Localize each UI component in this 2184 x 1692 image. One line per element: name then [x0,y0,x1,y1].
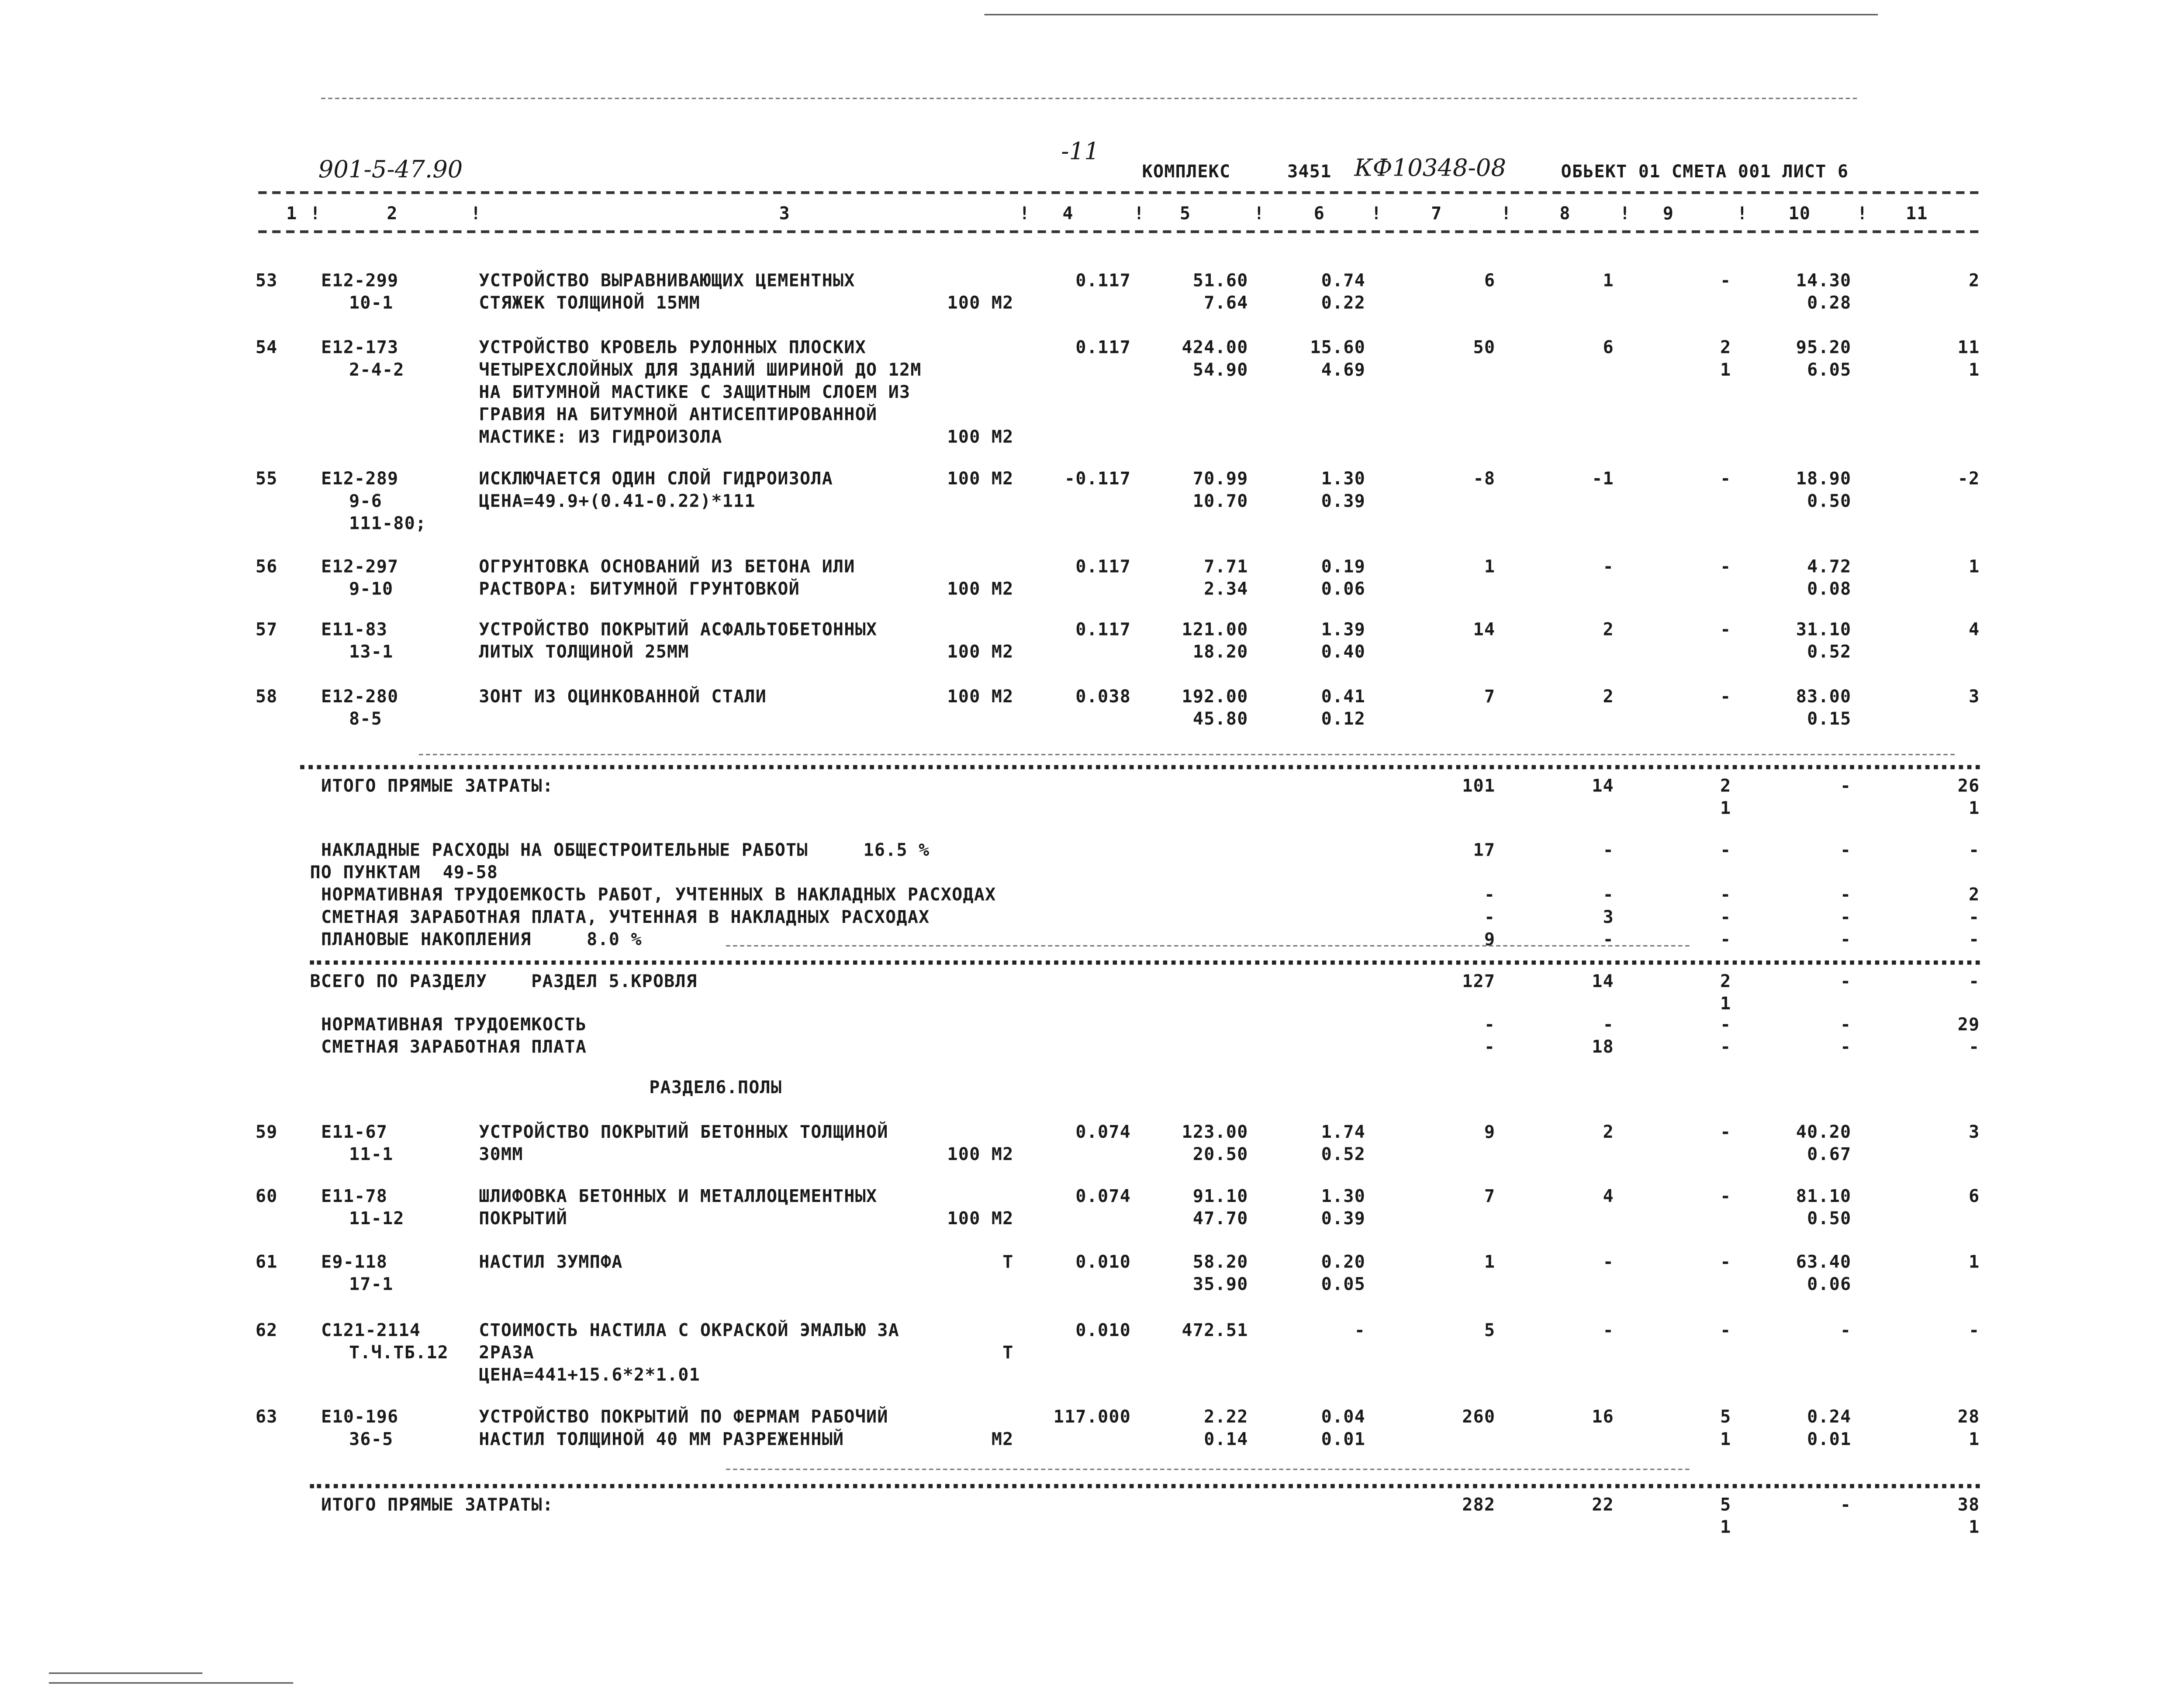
item-description: ЧЕТЫРЕХСЛОЙНЫХ ДЛЯ ЗДАНИЙ ШИРИНОЙ ДО 12М [479,359,922,380]
item-description: УСТРОЙСТВО ПОКРЫТИЙ АСФАЛЬТОБЕТОННЫХ [479,618,878,639]
item-description: НА БИТУМНОЙ МАСТИКЕ С ЗАЩИТНЫМ СЛОЕМ ИЗ [479,381,911,402]
unit-cost: 2.22 [1204,1405,1248,1427]
machine-cost: 1 [1720,1428,1731,1449]
summary-value: - [1840,906,1852,927]
unit-machines: 1.30 [1321,1185,1366,1206]
summary-value: - [1969,906,1980,927]
total-label: ИТОГО ПРЯМЫЕ ЗАТРАТЫ: [321,1494,554,1515]
labor-per-unit: 95.20 [1796,336,1852,358]
machine-cost: - [1720,467,1731,489]
unit-machines: 0.41 [1321,685,1366,707]
labor-total: 1 [1969,359,1980,380]
wages: - [1603,556,1614,577]
item-code: E11-67 [321,1121,388,1142]
total-cost: 7 [1484,1185,1496,1206]
wages: -1 [1592,467,1614,489]
labor-per-unit: 40.20 [1796,1121,1852,1142]
item-description: ШЛИФОВКА БЕТОННЫХ И МЕТАЛЛОЦЕМЕНТНЫХ [479,1185,878,1206]
wages: 2 [1603,618,1614,639]
summary-value: 9 [1484,928,1496,950]
item-quantity: 0.074 [1075,1121,1131,1142]
labor-total: 1 [1969,1428,1980,1449]
wages: 1 [1603,269,1614,290]
total-cost: 101 [1462,775,1496,796]
summary-value: - [1484,1013,1496,1035]
faint-scan-line [726,945,1690,946]
labor-total: 2 [1969,269,1980,290]
item-unit: 100 М2 [947,1207,1014,1229]
wages: 22 [1592,1494,1614,1515]
item-number: 56 [255,556,278,577]
unit-machines: 0.06 [1321,578,1366,599]
labor-total: 1 [1969,1250,1980,1272]
unit-cost: 35.90 [1192,1273,1248,1295]
unit-cost: 7.71 [1204,556,1248,577]
unit-machines: 0.39 [1321,490,1366,511]
column-number-9: 9 [1662,202,1674,224]
item-unit: 100 М2 [947,425,1014,447]
total-label: ИТОГО ПРЯМЫЕ ЗАТРАТЫ: [321,775,554,796]
unit-machines: 0.52 [1321,1143,1366,1164]
item-quantity: -0.117 [1064,467,1131,489]
unit-cost: 70.99 [1192,467,1248,489]
column-number-7: 7 [1431,202,1442,224]
item-code: 11-12 [349,1207,404,1229]
item-code: E11-78 [321,1185,388,1206]
column-number-10: 10 [1788,202,1811,224]
section-total-rule [310,960,1980,965]
summary-line: НОРМАТИВНАЯ ТРУДОЕМКОСТЬ РАБОТ, УЧТЕННЫХ В НАКЛАДНЫХ РАСХОДАХ [321,884,996,905]
top-edge-line [984,14,1878,15]
total-cost: 14 [1473,618,1496,639]
item-code: C121-2114 [321,1319,421,1340]
header-rule-bottom [258,230,1978,233]
item-description: ПОКРЫТИЙ [479,1207,568,1229]
unit-cost: 51.60 [1192,269,1248,290]
column-number-6: 6 [1313,202,1325,224]
bottom-edge-line [49,1682,293,1684]
summary-value: - [1840,884,1852,905]
item-number: 57 [255,618,278,639]
item-code: 111-80; [349,512,427,534]
wages: 2 [1603,685,1614,707]
labor-per-unit: 31.10 [1796,618,1852,639]
labor-total: 1 [1969,556,1980,577]
labor-total: 28 [1957,1405,1980,1427]
item-quantity: 0.010 [1075,1250,1131,1272]
section-total-label: ВСЕГО ПО РАЗДЕЛУ РАЗДЕЛ 5.КРОВЛЯ [310,970,698,991]
item-code: 11-1 [349,1143,394,1164]
object-code: КФ10348-08 [1354,155,1507,183]
labor-per-unit: - [1840,1319,1852,1340]
total-rule [300,765,1980,770]
item-description: УСТРОЙСТВО ПОКРЫТИЙ ПО ФЕРМАМ РАБОЧИЙ [479,1405,888,1427]
labor-per-unit: 18.90 [1796,467,1852,489]
item-quantity: 117.000 [1053,1405,1131,1427]
item-description: НАСТИЛ ТОЛЩИНОЙ 40 ММ РАЗРЕЖЕННЫЙ [479,1428,844,1449]
item-quantity: 0.117 [1075,556,1131,577]
labor-total: 38 [1957,1494,1980,1515]
total-cost: 50 [1473,336,1496,358]
item-description: ЗОНТ ИЗ ОЦИНКОВАННОЙ СТАЛИ [479,685,767,707]
total-cost: 1 [1484,1250,1496,1272]
item-quantity: 0.117 [1075,336,1131,358]
item-code: 9-6 [349,490,383,511]
labor-total: 3 [1969,685,1980,707]
unit-machines: 0.19 [1321,556,1366,577]
item-number: 58 [255,685,278,707]
summary-value: - [1840,1013,1852,1035]
item-unit: 100 М2 [947,292,1014,313]
summary-value: 3 [1603,906,1614,927]
item-unit: 100 М2 [947,467,1014,489]
column-separator: ! [1619,202,1631,224]
faint-scan-line [726,1469,1690,1470]
unit-cost: 424.00 [1182,336,1248,358]
doc-code: 901-5-47.90 [318,156,463,184]
labor-per-unit: 0.67 [1807,1143,1852,1164]
faint-top-line [321,98,1857,99]
unit-cost: 472.51 [1182,1319,1248,1340]
summary-value: - [1484,884,1496,905]
unit-machines: 1.30 [1321,467,1366,489]
summary-value: - [1603,884,1614,905]
labor-total: 3 [1969,1121,1980,1142]
item-number: 61 [255,1250,278,1272]
wages: 2 [1603,1121,1614,1142]
unit-cost: 54.90 [1192,359,1248,380]
unit-machines: 0.01 [1321,1428,1366,1449]
item-unit: Т [1002,1250,1014,1272]
labor-per-unit: 0.50 [1807,1207,1852,1229]
labor-total: 11 [1957,336,1980,358]
machine-cost: - [1720,1250,1731,1272]
labor-per-unit: 0.28 [1807,292,1852,313]
labor-per-unit: - [1840,1494,1852,1515]
unit-machines: 0.39 [1321,1207,1366,1229]
summary-value: - [1720,1013,1731,1035]
column-separator: ! [1737,202,1748,224]
summary-value: - [1840,1036,1852,1057]
machine-cost: 1 [1720,359,1731,380]
wages: 4 [1603,1185,1614,1206]
total-cost: 282 [1462,1494,1496,1515]
item-description: 30ММ [479,1143,523,1164]
column-separator: ! [1371,202,1382,224]
total-cost: 127 [1462,970,1496,991]
item-description: 2РАЗА [479,1341,535,1363]
summary-line: НОРМАТИВНАЯ ТРУДОЕМКОСТЬ [321,1013,587,1035]
item-description: НАСТИЛ ЗУМПФА [479,1250,623,1272]
column-number-5: 5 [1179,202,1191,224]
labor-total: - [1969,1319,1980,1340]
summary-line: ПО ПУНКТАМ 49-58 [310,861,498,883]
item-code: E10-196 [321,1405,399,1427]
summary-value: - [1720,1036,1731,1057]
machine-cost: 2 [1720,970,1731,991]
item-description: СТЯЖЕК ТОЛЩИНОЙ 15ММ [479,292,701,313]
machine-cost: 1 [1720,992,1731,1014]
labor-total: 1 [1969,1516,1980,1537]
machine-cost: - [1720,1185,1731,1206]
item-code: 10-1 [349,292,394,313]
complex-number: 3451 [1287,160,1332,182]
item-code: 17-1 [349,1273,394,1295]
item-number: 62 [255,1319,278,1340]
summary-line: НАКЛАДНЫЕ РАСХОДЫ НА ОБЩЕСТРОИТЕЛЬНЫЕ РАБОТЫ 16.5 % [321,839,930,860]
item-code: 9-10 [349,578,394,599]
summary-line: СМЕТНАЯ ЗАРАБОТНАЯ ПЛАТА [321,1036,587,1057]
labor-total: - [1969,970,1980,991]
column-separator: ! [1133,202,1145,224]
summary-value: - [1840,839,1852,860]
unit-machines: 0.04 [1321,1405,1366,1427]
item-description: ЛИТЫХ ТОЛЩИНОЙ 25ММ [479,641,689,662]
item-unit: 100 М2 [947,578,1014,599]
labor-per-unit: 0.01 [1807,1428,1852,1449]
column-number-3: 3 [779,202,790,224]
unit-machines: 0.22 [1321,292,1366,313]
labor-total: 1 [1969,797,1980,818]
item-quantity: 0.117 [1075,269,1131,290]
item-description: УСТРОЙСТВО КРОВЕЛЬ РУЛОННЫХ ПЛОСКИХ [479,336,867,358]
item-code: E12-280 [321,685,399,707]
labor-per-unit: - [1840,775,1852,796]
wages: - [1603,1250,1614,1272]
machine-cost: 5 [1720,1405,1731,1427]
wages: 16 [1592,1405,1614,1427]
page-number: -11 [1061,138,1099,166]
total-cost: 260 [1462,1405,1496,1427]
total-cost: 5 [1484,1319,1496,1340]
unit-cost: 121.00 [1182,618,1248,639]
item-code: 8-5 [349,708,383,729]
wages: - [1603,1319,1614,1340]
item-description: РАСТВОРА: БИТУМНОЙ ГРУНТОВКОЙ [479,578,800,599]
column-separator: ! [1857,202,1868,224]
unit-machines: 0.40 [1321,641,1366,662]
unit-cost: 123.00 [1182,1121,1248,1142]
labor-total: 4 [1969,618,1980,639]
item-code: E12-289 [321,467,399,489]
machine-cost: - [1720,618,1731,639]
summary-value: - [1969,928,1980,950]
item-unit: Т [1002,1341,1014,1363]
total-cost: -8 [1473,467,1496,489]
column-separator: ! [470,202,482,224]
labor-total: 26 [1957,775,1980,796]
item-unit: 100 М2 [947,685,1014,707]
summary-value: - [1484,1036,1496,1057]
wages: 6 [1603,336,1614,358]
header-rule-top [258,191,1978,194]
unit-cost: 45.80 [1192,708,1248,729]
unit-cost: 91.10 [1192,1185,1248,1206]
item-description: УСТРОЙСТВО ВЫРАВНИВАЮЩИХ ЦЕМЕНТНЫХ [479,269,855,290]
item-code: 2-4-2 [349,359,404,380]
unit-machines: - [1354,1319,1366,1340]
machine-cost: - [1720,1121,1731,1142]
item-description: ЦЕНА=49.9+(0.41-0.22)*111 [479,490,756,511]
item-quantity: 0.010 [1075,1319,1131,1340]
summary-value: - [1603,928,1614,950]
unit-machines: 1.74 [1321,1121,1366,1142]
machine-cost: 1 [1720,1516,1731,1537]
column-number-4: 4 [1062,202,1074,224]
labor-per-unit: 0.06 [1807,1273,1852,1295]
section-title: РАЗДЕЛ6.ПОЛЫ [649,1076,782,1098]
labor-per-unit: 63.40 [1796,1250,1852,1272]
item-number: 54 [255,336,278,358]
item-description: УСТРОЙСТВО ПОКРЫТИЙ БЕТОННЫХ ТОЛЩИНОЙ [479,1121,888,1142]
unit-cost: 20.50 [1192,1143,1248,1164]
total-cost: 9 [1484,1121,1496,1142]
unit-cost: 18.20 [1192,641,1248,662]
summary-value: - [1720,928,1731,950]
machine-cost: 2 [1720,775,1731,796]
item-description: ГРАВИЯ НА БИТУМНОЙ АНТИСЕПТИРОВАННОЙ [479,403,878,425]
labor-per-unit: 83.00 [1796,685,1852,707]
column-number-8: 8 [1559,202,1571,224]
wages: 14 [1592,970,1614,991]
item-unit: 100 М2 [947,1143,1014,1164]
item-number: 55 [255,467,278,489]
item-number: 60 [255,1185,278,1206]
unit-cost: 192.00 [1182,685,1248,707]
summary-value: - [1603,839,1614,860]
summary-line: ПЛАНОВЫЕ НАКОПЛЕНИЯ 8.0 % [321,928,642,950]
column-number-1: 1 [286,202,297,224]
item-unit: 100 М2 [947,641,1014,662]
item-quantity: 0.117 [1075,618,1131,639]
unit-machines: 15.60 [1310,336,1366,358]
labor-per-unit: 0.52 [1807,641,1852,662]
machine-cost: - [1720,685,1731,707]
unit-machines: 1.39 [1321,618,1366,639]
labor-total: 6 [1969,1185,1980,1206]
item-number: 63 [255,1405,278,1427]
item-number: 53 [255,269,278,290]
item-code: E12-299 [321,269,399,290]
labor-per-unit: 0.15 [1807,708,1852,729]
summary-value: - [1484,906,1496,927]
labor-per-unit: 0.24 [1807,1405,1852,1427]
item-code: Т.Ч.ТБ.12 [349,1341,449,1363]
item-unit: М2 [991,1428,1014,1449]
item-description: ИСКЛЮЧАЕТСЯ ОДИН СЛОЙ ГИДРОИЗОЛА [479,467,833,489]
summary-value: - [1720,839,1731,860]
labor-per-unit: 81.10 [1796,1185,1852,1206]
summary-value: - [1840,928,1852,950]
item-number: 59 [255,1121,278,1142]
labor-per-unit: 0.50 [1807,490,1852,511]
summary-value: - [1720,906,1731,927]
column-separator: ! [1501,202,1512,224]
unit-machines: 0.12 [1321,708,1366,729]
total-cost: 7 [1484,685,1496,707]
labor-per-unit: 0.08 [1807,578,1852,599]
labor-total: -2 [1957,467,1980,489]
item-quantity: 0.074 [1075,1185,1131,1206]
item-code: 36-5 [349,1428,394,1449]
unit-machines: 0.05 [1321,1273,1366,1295]
bottom-edge-line [49,1672,203,1674]
summary-value: 2 [1969,884,1980,905]
item-code: E12-297 [321,556,399,577]
unit-cost: 10.70 [1192,490,1248,511]
total-rule [310,1484,1980,1488]
unit-cost: 2.34 [1204,578,1248,599]
summary-value: - [1969,1036,1980,1057]
unit-cost: 7.64 [1204,292,1248,313]
summary-value: 17 [1473,839,1496,860]
summary-value: 18 [1592,1036,1614,1057]
total-cost: 1 [1484,556,1496,577]
summary-value: - [1969,839,1980,860]
complex-label: КОМПЛЕКС [1142,160,1231,182]
summary-line: СМЕТНАЯ ЗАРАБОТНАЯ ПЛАТА, УЧТЕННАЯ В НАКЛАДНЫХ РАСХОДАХ [321,906,930,927]
column-separator: ! [310,202,321,224]
column-number-11: 11 [1906,202,1928,224]
item-description: МАСТИКЕ: ИЗ ГИДРОИЗОЛА [479,425,722,447]
item-code: E11-83 [321,618,388,639]
machine-cost: 2 [1720,336,1731,358]
item-description: ОГРУНТОВКА ОСНОВАНИЙ ИЗ БЕТОНА ИЛИ [479,556,855,577]
column-number-2: 2 [387,202,398,224]
labor-per-unit: 14.30 [1796,269,1852,290]
machine-cost: - [1720,1319,1731,1340]
column-separator: ! [1019,202,1030,224]
summary-value: 29 [1957,1013,1980,1035]
unit-machines: 0.74 [1321,269,1366,290]
labor-per-unit: 6.05 [1807,359,1852,380]
item-quantity: 0.038 [1075,685,1131,707]
machine-cost: - [1720,556,1731,577]
unit-cost: 0.14 [1204,1428,1248,1449]
labor-per-unit: 4.72 [1807,556,1852,577]
item-description: СТОИМОСТЬ НАСТИЛА С ОКРАСКОЙ ЭМАЛЬЮ ЗА [479,1319,900,1340]
item-description: ЦЕНА=441+15.6*2*1.01 [479,1364,701,1385]
machine-cost: 5 [1720,1494,1731,1515]
item-code: E12-173 [321,336,399,358]
summary-value: - [1720,884,1731,905]
machine-cost: - [1720,269,1731,290]
item-code: 13-1 [349,641,394,662]
total-cost: 6 [1484,269,1496,290]
item-code: E9-118 [321,1250,388,1272]
object-info: ОБЬЕКТ 01 СМЕТА 001 ЛИСТ 6 [1561,160,1849,182]
column-separator: ! [1254,202,1265,224]
unit-machines: 4.69 [1321,359,1366,380]
wages: 14 [1592,775,1614,796]
machine-cost: 1 [1720,797,1731,818]
unit-cost: 47.70 [1192,1207,1248,1229]
unit-cost: 58.20 [1192,1250,1248,1272]
faint-scan-line [419,754,1955,755]
unit-machines: 0.20 [1321,1250,1366,1272]
summary-value: - [1603,1013,1614,1035]
labor-per-unit: - [1840,970,1852,991]
